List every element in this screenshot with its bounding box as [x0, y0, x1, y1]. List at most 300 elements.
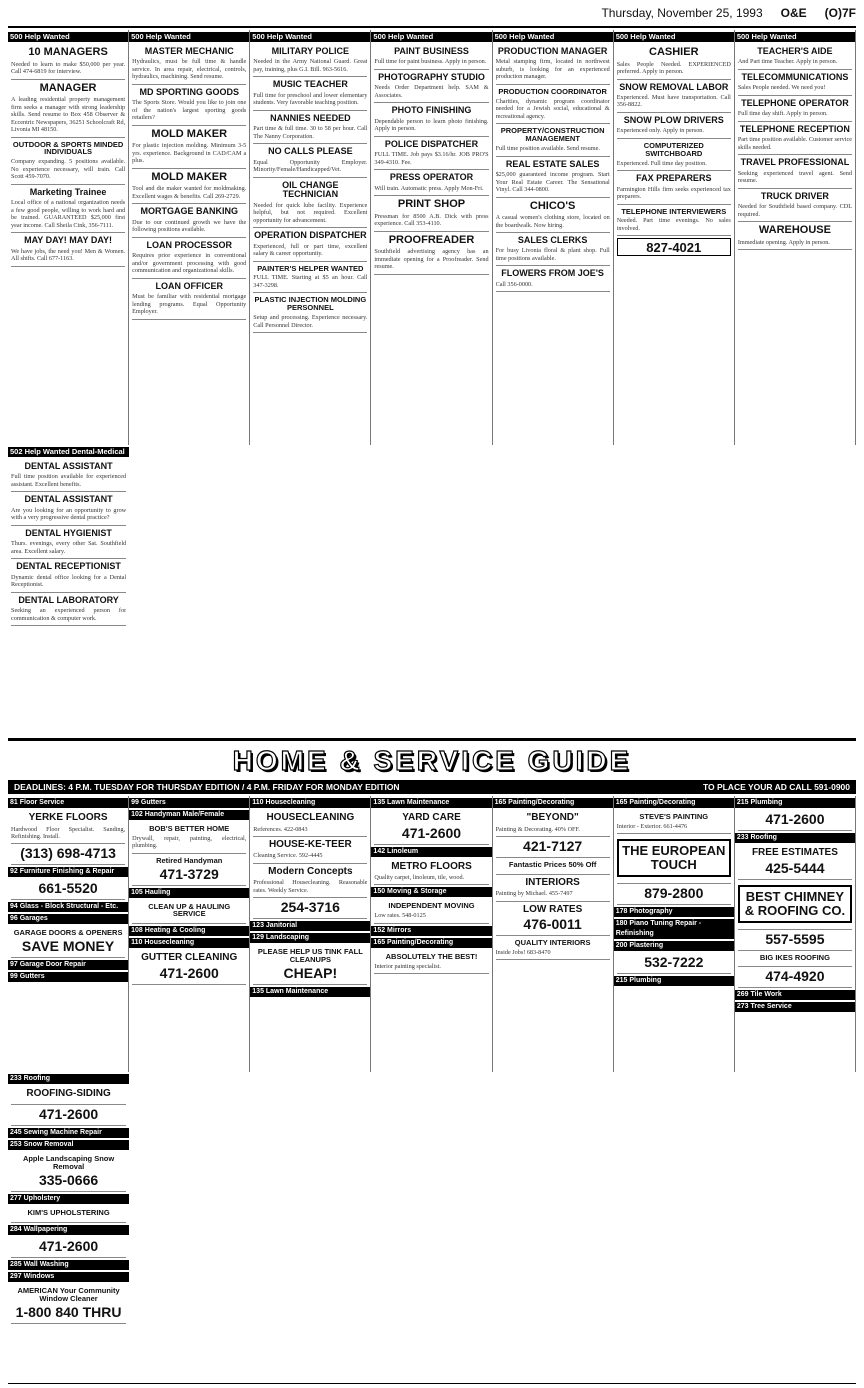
service-title: ABSOLUTELY THE BEST! — [385, 951, 478, 961]
classified-ad — [132, 204, 246, 237]
category-header: 200 Plastering — [614, 941, 734, 951]
ad-title: OPERATION DISPATCHER — [254, 230, 367, 241]
service-title: HOUSE-KE-TEER — [268, 838, 352, 850]
footer-rule — [8, 1383, 856, 1384]
service-ad — [253, 945, 367, 985]
ad-title: DENTAL LABORATORY — [18, 594, 119, 605]
category-header: 150 Moving & Storage — [371, 887, 491, 897]
ad-title: TELEPHONE INTERVIEWERS — [621, 206, 727, 216]
service-phone: 471-2600 — [401, 824, 462, 841]
classified-ad — [132, 169, 246, 205]
classified-ad — [11, 138, 125, 185]
guide-column — [371, 796, 492, 1072]
ad-body: Sales People Needed. EXPERIENCED preferred. Apply in person. — [616, 60, 731, 76]
classified-ad — [11, 593, 126, 626]
classified-column — [250, 30, 371, 445]
service-ad — [496, 810, 610, 837]
classified-column — [129, 30, 250, 445]
classified-ad — [11, 492, 126, 525]
ad-title: PROOFREADER — [388, 233, 475, 246]
service-title: Modern Concepts — [268, 865, 353, 877]
section-header: 500 Help Wanted — [493, 32, 613, 42]
ad-title: NO CALLS PLEASE — [268, 146, 353, 157]
service-ad — [132, 950, 246, 985]
service-title: QUALITY INTERIORS — [514, 938, 591, 948]
ad-title: TELEPHONE OPERATOR — [741, 97, 849, 108]
guide-column — [614, 796, 735, 1072]
ad-body: Full time day shift. Apply in person. — [737, 110, 828, 118]
ad-body: Dynamic dental office looking for a Dental Receptionist. — [11, 573, 127, 589]
classified-ad — [253, 44, 367, 77]
ad-body: Requires prior experience in conventional and/or government processing with good communication and organizational skills. — [132, 252, 247, 275]
service-ad — [132, 900, 246, 925]
classified-ad — [617, 80, 731, 113]
category-header: 165 Painting/Decorating — [614, 798, 734, 808]
category-header: 96 Garages — [8, 914, 128, 924]
ad-body: Dependable person to learn photo finishing. Apply in person. — [374, 117, 489, 133]
ad-title: DENTAL ASSISTANT — [24, 461, 113, 471]
service-ad — [617, 834, 731, 884]
ad-title: FLOWERS FROM JOE'S — [501, 268, 604, 279]
ad-body: For plastic injection molding. Minimum 3-5 yrs. experience. Background in CAD/CAM a plus. — [132, 142, 247, 165]
section-header: 500 Help Wanted — [735, 32, 855, 42]
ad-title: PHOTOGRAPHY STUDIO — [378, 71, 485, 82]
guide-title: HOME & SERVICE GUIDE — [232, 745, 632, 776]
ad-body: Full time for preschool and lower elementary students. Very favorable teaching position. — [253, 91, 368, 107]
ad-body: Metal stamping firm, located in northwest suburb, is looking for an experienced production manager. — [495, 58, 610, 81]
classified-ad — [132, 44, 246, 85]
guide-column — [129, 796, 250, 1072]
classified-ad — [11, 459, 126, 492]
service-title: HOUSECLEANING — [266, 812, 355, 823]
service-title: CLEAN UP & HAULING SERVICE — [148, 901, 231, 919]
service-ad — [253, 810, 367, 837]
ad-title: MOLD MAKER — [151, 127, 228, 140]
category-header: 92 Furniture Finishing & Repair — [8, 867, 128, 877]
ad-body: Experienced. Must have transportation. Call 356-8822. — [616, 93, 731, 109]
ad-title: DENTAL RECEPTIONIST — [16, 561, 121, 572]
service-body: Interior - Exterior. 661-4476 — [616, 822, 688, 830]
ad-title: PHOTO FINISHING — [391, 105, 472, 116]
service-ad — [617, 953, 731, 974]
ad-title: LOAN OFFICER — [155, 280, 223, 291]
service-body: Painting & Decorating. 40% OFF. — [495, 825, 580, 833]
ad-body: Part time position available. Customer service skills needed. — [737, 136, 852, 151]
ad-body: Experienced only. Apply in person. — [616, 127, 704, 135]
masthead — [8, 6, 856, 28]
classified-ad — [11, 526, 126, 559]
classified-ad — [617, 113, 731, 139]
guide-column — [8, 796, 129, 1072]
service-ad — [496, 875, 610, 902]
service-ad — [374, 899, 488, 923]
classified-ad — [253, 77, 367, 110]
classified-ad — [253, 293, 367, 333]
category-header: 129 Landscaping — [250, 933, 370, 943]
classified-column — [8, 30, 129, 445]
ad-body: Charities, dynamic program coordinator needed for a Jewish social, educational & recreational agency. — [495, 97, 610, 120]
service-ad — [496, 902, 610, 937]
ad-body: Equal Opportunity Employer. Minority/Female/Handicapped/Vet. — [253, 158, 368, 174]
service-title: YERKE FLOORS — [28, 812, 108, 823]
ad-body: Needed for quick lube facility. Experience helpful, but not required. Excellent opportunity for advancement. — [253, 201, 368, 224]
service-title: Apple Landscaping Snow Removal — [22, 1154, 115, 1172]
ad-title: SALES CLERKS — [517, 235, 588, 246]
classified-ad — [738, 122, 852, 155]
place-ad-text: TO PLACE YOUR AD CALL 591-0900 — [702, 782, 850, 792]
service-ad — [253, 837, 367, 864]
ad-title: CASHIER — [649, 46, 699, 58]
service-ad — [617, 810, 731, 834]
classified-ad — [11, 80, 125, 138]
ad-title: PAINTER'S HELPER WANTED — [257, 263, 364, 273]
service-phone: 476-0011 — [523, 916, 582, 933]
category-header: 99 Gutters — [129, 798, 249, 808]
classified-ad — [374, 70, 488, 103]
classified-ad — [496, 124, 610, 156]
service-body: Interior painting specialist. — [374, 962, 441, 970]
ad-body: Are you looking for an opportunity to grow with a very progressive dental practice? — [11, 506, 127, 522]
service-body: Hardwood Floor Specialist. Sanding, Refinishing. Install. — [11, 825, 126, 840]
service-body: Quality carpet, linoleum, tile, wood. — [374, 874, 465, 881]
ad-body: Experienced. Full time day position. — [616, 159, 707, 167]
service-body: Cleaning Service. 592-4445 — [253, 852, 323, 860]
classified-ad — [132, 238, 246, 279]
ad-body: Setup and processing. Experience necessary. Call Personnel Director. — [253, 314, 368, 329]
service-phone: 471-2600 — [159, 964, 219, 981]
section-header: 500 Help Wanted — [129, 32, 249, 42]
classified-ad — [253, 111, 367, 144]
service-body: Professional Housecleaning. Reasonable rates. Weekly Service. — [253, 879, 368, 894]
ad-title: POLICE DISPATCHER — [384, 138, 479, 149]
ad-body: Sales People needed. We need you! — [737, 84, 826, 92]
classified-ad — [11, 559, 126, 592]
service-ad — [11, 926, 125, 958]
ad-body: Needed in the Army National Guard. Great pay, training, plus G.I. Bill. 963-5616. — [253, 58, 368, 73]
service-phone: (313) 698-4713 — [20, 845, 116, 862]
ad-title: MUSIC TEACHER — [272, 79, 348, 90]
ad-title: 10 MANAGERS — [28, 46, 108, 58]
service-ad — [738, 930, 852, 951]
classified-ad — [374, 103, 488, 136]
classified-ad — [374, 196, 488, 232]
section-header: 500 Help Wanted — [371, 32, 491, 42]
classified-ad — [11, 233, 125, 266]
service-ad — [496, 837, 610, 858]
service-ad — [738, 845, 852, 880]
ad-title: Marketing Trainee — [29, 186, 107, 197]
service-ad — [738, 810, 852, 831]
ad-body: Must be familiar with residential mortgage lending programs. Equal Opportunity Employer. — [132, 293, 247, 316]
service-ad — [374, 950, 488, 974]
service-ad — [374, 859, 488, 886]
category-header: 110 Housecleaning — [129, 938, 249, 948]
service-ad — [132, 854, 246, 886]
ad-title: PAINT BUSINESS — [394, 46, 469, 56]
category-header: 94 Glass - Block Structural - Etc. — [8, 902, 128, 912]
classified-ad — [253, 228, 367, 261]
service-ad — [11, 1284, 126, 1324]
service-body: Inside Jobs! 683-8470 — [495, 949, 551, 957]
category-header: 81 Floor Service — [8, 798, 128, 808]
category-header: 102 Handyman Male/Female — [129, 810, 249, 820]
service-ad — [253, 864, 367, 898]
ad-title: FAX PREPARERS — [636, 173, 712, 184]
ad-body: Thurs. evenings, every other Sat. Southfield area. Excellent salary. — [11, 540, 127, 555]
guide-column — [250, 796, 371, 1072]
ad-body: Call 356-0000. — [495, 280, 533, 288]
classified-ad — [738, 44, 852, 70]
ad-title: MD SPORTING GOODS — [139, 86, 239, 97]
classified-ad — [11, 44, 125, 80]
classified-section — [8, 30, 856, 741]
ad-body: A casual women's clothing store, located on the boardwalk. Now hiring. — [495, 214, 610, 229]
ad-body: Seeking an experienced person for communication & computer work. — [11, 607, 127, 622]
ad-body: Southfield advertising agency has an immediate opening for a Proofreader. Send resume. — [374, 248, 489, 271]
service-ad — [738, 880, 852, 930]
service-ad — [496, 858, 610, 875]
category-header: 135 Lawn Maintenance — [250, 987, 370, 997]
service-title: ROOFING-SIDING — [26, 1087, 111, 1099]
ad-body: We have jobs, the need you! Men & Women. All shifts. Call 677-1163. — [11, 247, 126, 263]
service-phone: 1-800 840 THRU — [15, 1303, 122, 1320]
classified-ad — [253, 178, 367, 228]
service-ad — [617, 884, 731, 905]
category-header: 165 Painting/Decorating — [371, 938, 491, 948]
category-header: 285 Wall Washing — [8, 1260, 129, 1270]
ad-title: SNOW PLOW DRIVERS — [623, 114, 724, 125]
service-ad — [132, 822, 246, 854]
ad-title: OUTDOOR & SPORTS MINDED INDIVIDUALS — [12, 139, 124, 157]
service-phone: 335-0666 — [38, 1172, 99, 1188]
category-header: 233 Roofing — [735, 833, 855, 843]
category-header: 142 Linoleum — [371, 847, 491, 857]
ad-body: Seeking experienced travel agent. Send resume. — [737, 169, 852, 185]
ad-title: MORTGAGE BANKING — [140, 206, 238, 217]
service-phone: 474-4920 — [765, 968, 825, 985]
classified-ad — [738, 222, 852, 250]
ad-body: For busy Livonia floral & plant shop. Full time positions available. — [495, 247, 610, 262]
service-phone: 471-2600 — [765, 811, 825, 827]
service-guide — [8, 796, 856, 1381]
section-header: 500 Help Wanted — [8, 32, 128, 42]
classified-ad — [496, 157, 610, 198]
ad-body: Will train. Automatic press. Apply Mon-Fri. — [374, 184, 484, 192]
ad-body: $25,000 guaranteed income program. Start Your Real Estate Career. The Sensational Vinyl. Call 344-0800. — [495, 171, 610, 193]
ad-body: And Part time Teacher. Apply in person. — [737, 58, 838, 66]
classified-ad — [738, 155, 852, 188]
classified-ad — [738, 189, 852, 222]
service-ad — [11, 1237, 126, 1258]
ad-body: The Sports Store. Would you like to join one of the nation's largest sporting goods retailers? — [132, 99, 247, 122]
ad-body: Immediate opening. Apply in person. — [737, 238, 830, 246]
ad-title: PRINT SHOP — [397, 198, 466, 211]
ad-body: Due to our continued growth we have the following positions available. — [132, 218, 247, 234]
ad-title: TRAVEL PROFESSIONAL — [740, 157, 850, 168]
service-body: Drywall, repair, painting, electrical, plumbing. — [132, 834, 247, 850]
paper-name: O&E — [780, 6, 807, 20]
service-ad — [11, 879, 125, 900]
ad-body: FULL TIME. Starting at $5 an hour. Call 347-3298. — [253, 274, 368, 289]
category-header: 97 Garage Door Repair — [8, 960, 128, 970]
service-ad — [11, 1206, 126, 1223]
classified-column — [735, 30, 856, 445]
classified-ad — [738, 96, 852, 122]
service-title: BIG IKES ROOFING — [759, 952, 830, 962]
classified-ad — [617, 205, 731, 237]
classified-ad — [738, 70, 852, 96]
category-header: 233 Roofing — [8, 1074, 129, 1084]
ad-body: Tool and die maker wanted for moldmaking. Excellent wages & benefits. Call 269-2729. — [132, 185, 247, 200]
ad-body: Full time position available. Send resume. — [495, 145, 600, 153]
deadline-bar — [8, 780, 856, 794]
service-ad — [738, 967, 852, 988]
ad-title: PLASTIC INJECTION MOLDING PERSONNEL — [254, 295, 367, 313]
classified-ad — [132, 85, 246, 126]
ad-title: MASTER MECHANIC — [144, 46, 234, 56]
category-header: 284 Wallpapering — [8, 1225, 129, 1235]
category-header: 135 Lawn Maintenance — [371, 798, 491, 808]
classified-ad — [132, 279, 246, 320]
service-phone: SAVE MONEY — [21, 938, 115, 955]
ad-body: Needed for Southfield based company. CDL required. — [737, 203, 852, 218]
ad-title: DENTAL ASSISTANT — [24, 494, 113, 505]
guide-column — [8, 1072, 129, 1381]
ad-body: Hydraulics, must be full time & handle service. In area repair, electrical, controls, hydraulics, machining. Send resume. — [132, 58, 247, 81]
classified-column — [8, 445, 129, 738]
guide-column — [735, 796, 856, 1072]
deadline-text: DEADLINES: 4 P.M. TUESDAY FOR THURSDAY EDITION / 4 P.M. FRIDAY FOR MONDAY EDITION — [14, 782, 400, 792]
service-phone: 421-7127 — [523, 837, 583, 854]
category-header: 245 Sewing Machine Repair — [8, 1128, 129, 1138]
service-title: LOW RATES — [523, 903, 583, 915]
service-ad — [11, 1086, 126, 1106]
service-ad — [738, 951, 852, 968]
classified-ad — [374, 137, 488, 170]
service-title: INDEPENDENT MOVING — [388, 901, 475, 911]
classified-column — [614, 30, 735, 445]
section-header: 502 Help Wanted Dental-Medical — [8, 447, 129, 457]
service-title: STEVE'S PAINTING — [639, 812, 709, 821]
page-number: (O)7F — [824, 6, 856, 20]
ad-title: REAL ESTATE SALES — [505, 158, 600, 169]
classified-ad — [253, 144, 367, 177]
service-phone: 254-3716 — [280, 899, 340, 916]
ad-title: WAREHOUSE — [758, 224, 831, 237]
category-header: 297 Windows — [8, 1272, 129, 1282]
category-header: 105 Hauling — [129, 888, 249, 898]
service-title: "BEYOND" — [526, 812, 579, 823]
classified-ad — [496, 85, 610, 124]
classified-column — [371, 30, 492, 445]
category-header: 152 Mirrors — [371, 926, 491, 936]
ad-title: CHICO'S — [529, 199, 576, 212]
category-header: 269 Tile Work — [735, 990, 855, 1000]
ad-title: DENTAL HYGIENIST — [25, 527, 112, 538]
ad-title: PRODUCTION COORDINATOR — [498, 86, 607, 96]
category-header: 180 Piano Tuning Repair - Refinishing — [614, 919, 734, 939]
section-header: 500 Help Wanted — [614, 32, 734, 42]
classified-ad — [617, 139, 731, 171]
issue-date: Thursday, November 25, 1993 — [601, 6, 763, 20]
ad-title: TEACHER'S AIDE — [757, 46, 833, 56]
service-body: Painting by Michael. 455-7497 — [495, 890, 573, 898]
service-ad — [11, 844, 125, 865]
ad-body: Needs Order Department help. SAM & Associates. — [374, 84, 489, 99]
service-phone: 879-2800 — [644, 885, 704, 902]
service-ad — [11, 1152, 126, 1192]
ad-body: FULL TIME. Job pays $3.16/hr. JOB PRO'S 349-4310. Fee. — [374, 151, 489, 166]
ad-title: MANAGER — [39, 81, 97, 94]
ad-body: Experienced, full or part time, excellent salary & career opportunity. — [253, 242, 368, 258]
service-phone: 557-5595 — [765, 930, 825, 947]
service-phone: 471-2600 — [38, 1106, 99, 1123]
service-logo: THE EUROPEAN TOUCH — [617, 839, 731, 877]
ad-title: PRODUCTION MANAGER — [497, 46, 608, 56]
category-header: 99 Gutters — [8, 972, 128, 982]
ad-title: OIL CHANGE TECHNICIAN — [282, 179, 339, 200]
ad-title: TELECOMMUNICATIONS — [741, 71, 849, 82]
section-header: 500 Help Wanted — [250, 32, 370, 42]
guide-banner — [8, 744, 856, 778]
service-title: YARD CARE — [402, 812, 461, 823]
ad-title: SNOW REMOVAL LABOR — [619, 81, 729, 92]
classified-ad — [496, 233, 610, 266]
ad-title: TRUCK DRIVER — [760, 190, 829, 201]
classified-column — [493, 30, 614, 445]
classified-ad — [374, 44, 488, 70]
ad-title: COMPUTERIZED SWITCHBOARD — [643, 140, 704, 158]
category-header: 253 Snow Removal — [8, 1140, 129, 1150]
service-ad — [11, 1105, 126, 1126]
service-phone: 661-5520 — [38, 880, 98, 897]
ad-body: Local office of a national organization needs a few good people, willing to work hard and be trained. GUARANTEED $25,000 first year income. Call Sheila Cink, 356-7111. — [11, 199, 126, 229]
category-header: 273 Tree Service — [735, 1002, 855, 1012]
ad-body: A leading residential property management firm seeks a manager with strong leadership skills. Send resume to Box 458 Observer & Eccentric Newspapers, 36251 Schoolcraft Rd, Livonia MI 48150. — [11, 96, 126, 134]
classified-ad — [374, 232, 488, 275]
service-ad — [374, 810, 488, 845]
category-header: 178 Photography — [614, 907, 734, 917]
service-ad — [253, 898, 367, 919]
classified-ad — [253, 262, 367, 294]
service-title: Fantastic Prices 50% Off — [508, 859, 597, 869]
ad-title: MILITARY POLICE — [271, 46, 350, 56]
ad-body: Pressman for 8500 A.B. Dick with press experience. Call 353-4110. — [374, 212, 489, 228]
service-body: References. 422-0843 — [253, 825, 308, 833]
service-title: KIM'S UPHOLSTERING — [27, 1208, 110, 1217]
ad-body: Needed. Part time evenings. No sales involved. — [616, 217, 731, 232]
category-header: 165 Painting/Decorating — [493, 798, 613, 808]
service-title: GUTTER CLEANING — [141, 952, 238, 964]
service-title: METRO FLOORS — [391, 860, 472, 872]
category-header: 123 Janitorial — [250, 921, 370, 931]
service-phone: 425-5444 — [765, 859, 825, 876]
service-title: FREE ESTIMATES — [751, 847, 838, 858]
classified-ad — [11, 185, 125, 233]
category-header: 215 Plumbing — [735, 798, 855, 808]
service-phone: 471-2600 — [38, 1237, 99, 1254]
category-header: 277 Upholstery — [8, 1194, 129, 1204]
classified-ad — [617, 238, 731, 256]
category-header: 110 Housecleaning — [250, 798, 370, 808]
classified-ad — [617, 44, 731, 80]
ad-body: Company expanding. 5 positions available. No experience necessary, will train. Call Scott 459-7070. — [11, 158, 126, 181]
guide-column — [493, 796, 614, 1072]
category-header: 108 Heating & Cooling — [129, 926, 249, 936]
ad-body: Full time position available for experienced assistant. Excellent benefits. — [11, 473, 127, 488]
ad-title: MAY DAY! MAY DAY! — [24, 235, 112, 246]
service-title: AMERICAN Your Community Window Cleaner — [17, 1285, 120, 1303]
